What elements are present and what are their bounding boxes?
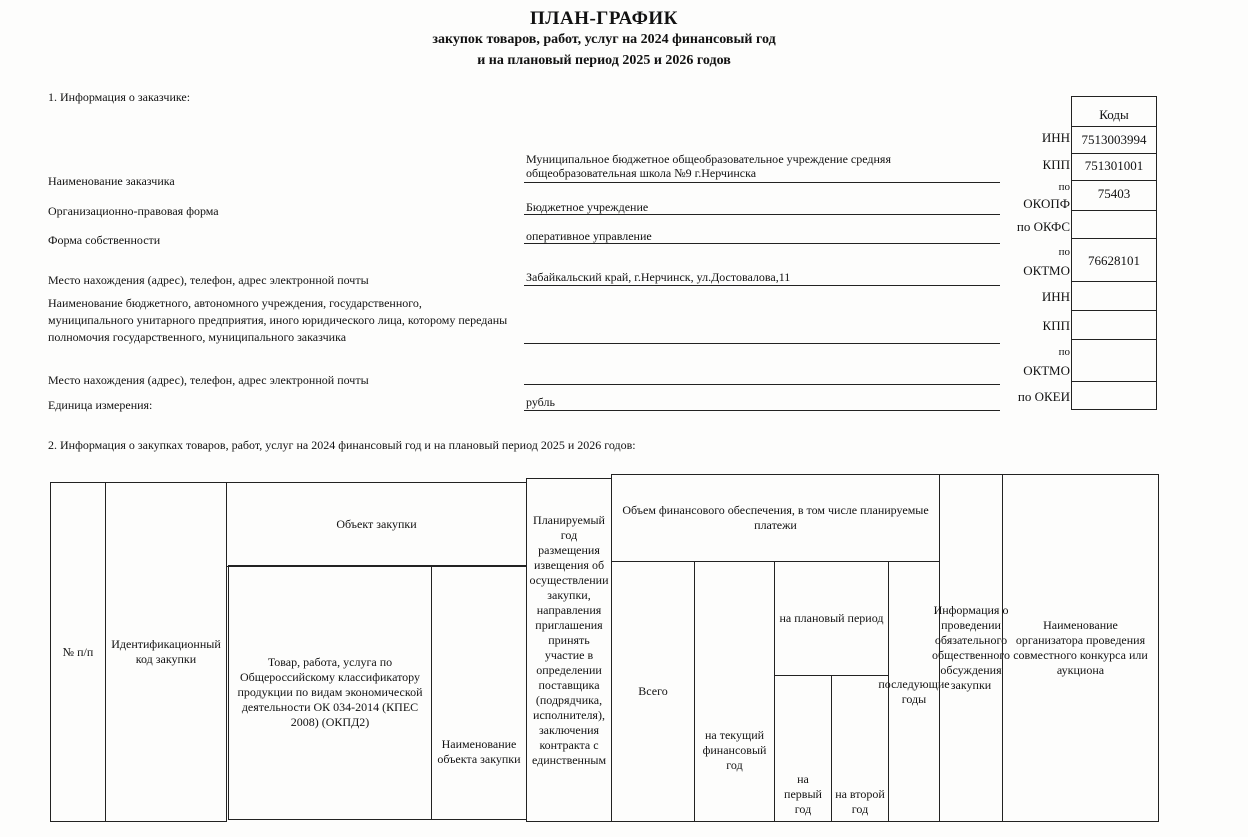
col-second-year: на второй год xyxy=(831,675,889,822)
value-legal-form: Бюджетное учреждение xyxy=(526,200,649,214)
page-title: ПЛАН-ГРАФИК xyxy=(530,8,678,29)
codes-box xyxy=(1071,96,1157,410)
code-kpp2 xyxy=(1072,311,1156,340)
col-current-year: на текущий финансовый год xyxy=(694,561,775,822)
code-okopf: 75403 xyxy=(1072,181,1156,211)
code-label-inn2: ИНН xyxy=(1041,289,1070,304)
col-ikz: Идентификационный код закупки xyxy=(105,482,227,822)
code-label-po-3: по xyxy=(1058,346,1070,358)
col-total: Всего xyxy=(611,561,695,822)
label-address: Место нахождения (адрес), телефон, адрес электронной почты xyxy=(48,273,369,287)
code-oktmo: 76628101 xyxy=(1072,239,1156,282)
codes-header: Коды xyxy=(1072,97,1156,127)
code-label-inn: ИНН xyxy=(1041,130,1070,145)
code-inn2 xyxy=(1072,282,1156,311)
value-customer-name: Муниципальное бюджетное общеобразовательное учреждение средняя общеобразовательная школа №9 г.Нерчинска xyxy=(526,152,891,180)
col-object: Объект закупки xyxy=(226,482,527,567)
value-unit: рубль xyxy=(526,395,555,409)
code-inn: 7513003994 xyxy=(1072,127,1156,154)
section1-heading: 1. Информация о заказчике: xyxy=(48,90,191,104)
col-num: № п/п xyxy=(50,482,106,822)
label-ownership: Форма собственности xyxy=(48,233,161,247)
value-address: Забайкальский край, г.Нерчинск, ул.Достовалова,11 xyxy=(526,270,791,284)
code-label-po-1: по xyxy=(1058,181,1070,193)
section2-heading: 2. Информация о закупках товаров, работ, услуг на 2024 финансовый год и на плановый период 2025 и 2026 годов: xyxy=(48,438,636,452)
label-unit: Единица измерения: xyxy=(48,398,153,412)
label-legal-form: Организационно-правовая форма xyxy=(48,204,219,218)
code-kpp: 751301001 xyxy=(1072,154,1156,181)
code-label-kpp: КПП xyxy=(1042,157,1070,172)
label-customer-name: Наименование заказчика xyxy=(48,174,175,188)
page-subtitle-1: закупок товаров, работ, услуг на 2024 финансовый год xyxy=(432,32,776,47)
code-label-okopf: ОКОПФ xyxy=(1023,196,1070,211)
code-okfs xyxy=(1072,211,1156,239)
code-label-okei: по ОКЕИ xyxy=(1017,389,1070,404)
col-discussion: Информация о проведении обязательного общественного обсуждения закупки xyxy=(939,474,1003,822)
code-label-okfs: по ОКФС xyxy=(1016,219,1070,234)
code-oktmo2 xyxy=(1072,340,1156,382)
code-label-kpp2: КПП xyxy=(1042,318,1070,333)
code-okei xyxy=(1072,382,1156,410)
col-organizer: Наименование организатора проведения совместного конкурса или аукциона xyxy=(1002,474,1159,822)
col-year: Планируемый год размещения извещения об осуществлении закупки, направления приглашения принять участие в определении поставщика (подрядчика, исполнителя), заключения контракта с единственным xyxy=(526,478,612,822)
label-delegate-address: Место нахождения (адрес), телефон, адрес электронной почты xyxy=(48,373,369,387)
col-object-name: Наименование объекта закупки xyxy=(431,565,527,820)
col-finance: Объем финансового обеспечения, в том числе планируемые платежи xyxy=(611,474,940,562)
col-first-year: на первый год xyxy=(774,675,832,822)
col-planned-period: на плановый период xyxy=(774,561,889,676)
code-label-oktmo2: ОКТМО xyxy=(1023,363,1070,378)
label-delegate: Наименование бюджетного, автономного учреждения, государственного, муниципального унитарного предприятия, иного юридического лица, которому переданы полномочия государственного, муниципального заказчика xyxy=(48,296,508,344)
col-next-years: последующие годы xyxy=(888,561,940,822)
col-okpd: Товар, работа, услуга по Общероссийскому классификатору продукции по видам экономической деятельности ОК 034-2014 (КПЕС 2008) (ОКПД2) xyxy=(228,565,432,820)
value-ownership: оперативное управление xyxy=(526,229,652,243)
page-subtitle-2: и на плановый период 2025 и 2026 годов xyxy=(477,53,731,68)
code-label-oktmo: ОКТМО xyxy=(1023,263,1070,278)
code-label-po-2: по xyxy=(1058,246,1070,258)
